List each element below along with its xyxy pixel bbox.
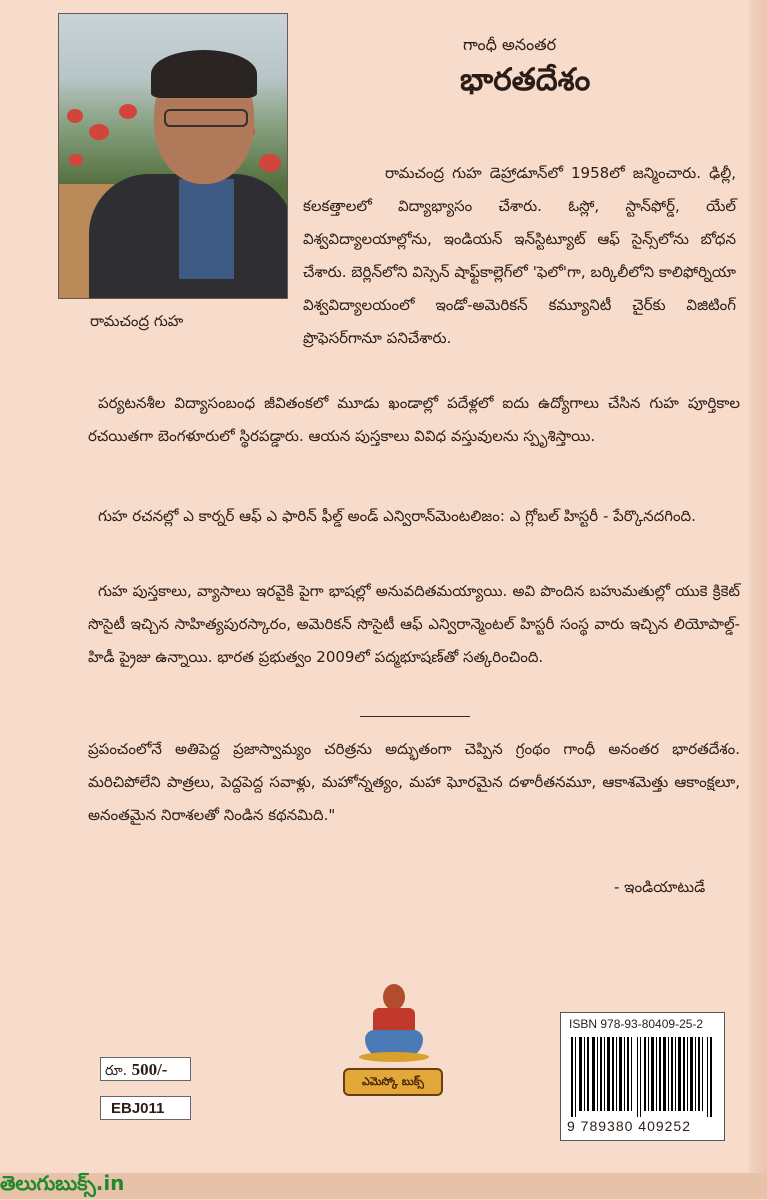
publisher-logo: [343, 978, 445, 1100]
section-divider: [360, 716, 470, 717]
quote-source: - ఇండియాటుడే: [614, 878, 706, 896]
bio-paragraph-2: పర్యటనశీల విద్యాసంబంధ జీవితంకలో మూడు ఖండాల్లో పదేళ్లలో ఐదు ఉద్యోగాలు చేసిన గుహ పూర్తికాల రచయితగా బెంగళూరులో స్థిరపడ్డారు. ఆయన పుస్తకాలు వివిధ వస్తువులను స్పృశిస్తాయి.: [88, 394, 740, 445]
barcode-number: 9 789380 409252: [567, 1118, 691, 1134]
book-subtitle: గాంధీ అనంతర: [463, 35, 557, 54]
site-watermark: తెలుగుబుక్స్.in: [0, 1171, 125, 1195]
barcode-icon: [571, 1037, 714, 1117]
page-edge-right: [749, 0, 767, 1199]
author-photo: [58, 13, 288, 299]
publisher-scroll: [343, 1068, 443, 1096]
author-caption: రామచంద్ర గుహ: [90, 312, 184, 330]
barcode-box: [560, 1012, 725, 1141]
price-prefix: రూ.: [105, 1063, 128, 1079]
publisher-name: ఎమెస్కో బుక్స్: [362, 1075, 424, 1088]
bio-paragraph-3: గుహ రచనల్లో ఎ కార్నర్ ఆఫ్ ఎ ఫారిన్ ఫీల్డ్ అండ్ ఎన్విరాన్‌మెంటలిజం: ఎ గ్లోబల్ హిస్టరీ - పేర్కొనదగింది.: [98, 507, 696, 525]
price-amount: 500/-: [131, 1060, 168, 1079]
review-quote: ప్రపంచంలోనే అతిపెద్ద ప్రజాస్వామ్యం చరిత్రను అద్భుతంగా చెప్పిన గ్రంథం గాంధీ అనంతర భారతదేశం. మరిచిపోలేని పాత్రలు, పెద్దపెద్ద సవాళ్లు, మహోన్నత్యం, మహా ఘోరమైన దళారీతనమూ, ఆకాశమెత్తు ఆకాంక్షలూ, అనంతమైన నిరాశలతో నిండిన కథనమిది.": [88, 740, 740, 824]
bio-paragraph-4: గుహ పుస్తకాలు, వ్యాసాలు ఇరవైకి పైగా భాషల్లో అనువదితమయ్యాయి. అవి పొందిన బహుమతుల్లో యుకె క్రికెట్ సొసైటీ ఇచ్చిన సాహిత్యపురస్కారం, అమెరికన్ సొసైటీ ఆఫ్ ఎన్విరాన్మెంటల్ హిస్టరీ సంస్థ వారు ఇచ్చిన లియోపాల్డ్- హిడీ ప్రైజు ఉన్నాయి. భారత ప్రభుత్వం 2009లో పద్మభూషణ్‌తో సత్కరించింది.: [88, 582, 740, 666]
isbn-label: ISBN 978-93-80409-25-2: [569, 1017, 704, 1031]
bio-paragraph-1: రామచంద్ర గుహ డెహ్రాడూన్‌లో 1958లో జన్మించారు. ఢిల్లీ, కలకత్తాలలో విద్యాభ్యాసం చేశారు. ఓస్లో, స్టాన్‌ఫోర్డ్, యేల్ విశ్వవిద్యాలయాల్లోను, ఇండియన్ ఇన్‌స్టిట్యూట్ ఆఫ్ సైన్స్‌లోను బోధన చేశారు. బెర్లిన్‌లోని విస్సెన్ షాఫ్ట్‌కాల్లెగ్‌లో 'ఫెలో'గా, బర్కిలీలోని కాలిఫోర్నియా విశ్వవిద్యాలయంలో ఇండో-అమెరికన్ కమ్యూనిటీ చైర్‌కు విజిటింగ్ ప్రొఫెసర్‌గానూ పనిచేశారు.: [303, 164, 736, 347]
price-label: [100, 1057, 191, 1081]
book-code: EBJ011: [100, 1096, 191, 1120]
book-title: భారతదేశం: [460, 62, 591, 98]
saraswati-figure-icon: [357, 978, 431, 1058]
